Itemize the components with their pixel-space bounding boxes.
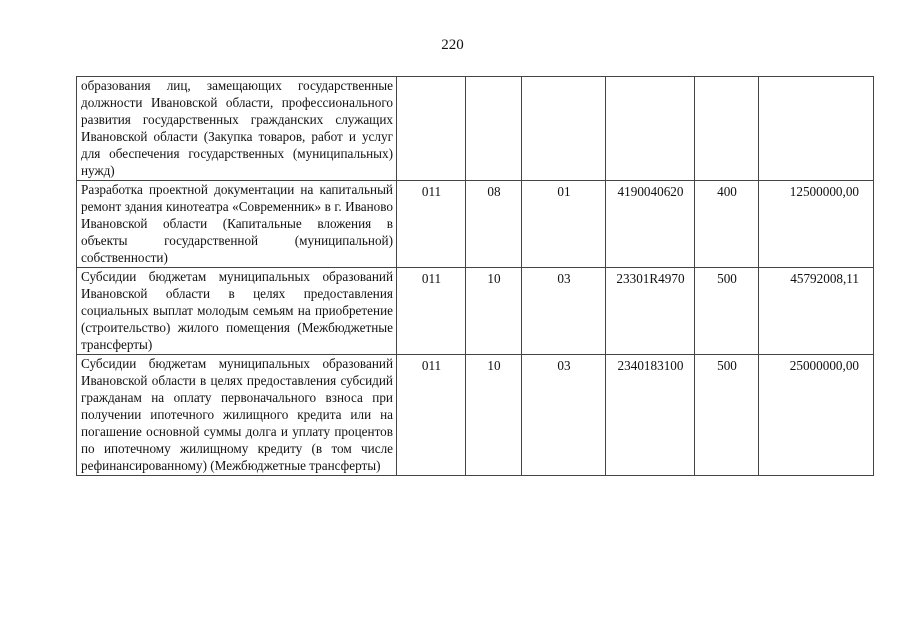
ministry-code: 011 [397, 355, 466, 476]
subsection-code: 03 [522, 268, 606, 355]
subsection-code: 03 [522, 355, 606, 476]
section-code: 10 [466, 355, 522, 476]
row-description: Субсидии бюджетам муниципальных образований Ивановской области в целях предоставления социальных выплат молодым семьям на приобретение (строительство) жилого помещения (Межбюджетные трансферты) [77, 268, 397, 355]
row-description: Разработка проектной документации на капитальный ремонт здания кинотеатра «Современник» в г. Иваново Ивановской области (Капитальные вложения в объекты государственной (муниципальной) собственности) [77, 181, 397, 268]
page-number: 220 [441, 37, 464, 53]
amount-value: 25000000,00 [759, 355, 874, 476]
ministry-code: 011 [397, 181, 466, 268]
ministry-code [397, 77, 466, 181]
amount-value: 12500000,00 [759, 181, 874, 268]
row-description: Субсидии бюджетам муниципальных образований Ивановской области в целях предоставления субсидий гражданам на оплату первоначального взноса при получении ипотечного жилищного кредита или на погашение основной суммы долга и уплату процентов по ипотечному жилищному кредиту (в том числе рефинансированному) (Межбюджетные трансферты) [77, 355, 397, 476]
target-article-code [606, 77, 695, 181]
section-code [466, 77, 522, 181]
budget-table [76, 76, 874, 476]
target-article-code: 2340183100 [606, 355, 695, 476]
amount-value: 45792008,11 [759, 268, 874, 355]
expense-type-code [695, 77, 759, 181]
target-article-code: 4190040620 [606, 181, 695, 268]
row-description: образования лиц, замещающих государственные должности Ивановской области, профессионального развития государственных гражданских служащих Ивановской области (Закупка товаров, работ и услуг для обеспечения государственных (муниципальных) нужд) [77, 77, 397, 181]
amount-value [759, 77, 874, 181]
table-row [77, 77, 874, 181]
target-article-code: 23301R4970 [606, 268, 695, 355]
ministry-code: 011 [397, 268, 466, 355]
table-row [77, 268, 874, 355]
table-row [77, 355, 874, 476]
section-code: 08 [466, 181, 522, 268]
section-code: 10 [466, 268, 522, 355]
table-row [77, 181, 874, 268]
expense-type-code: 400 [695, 181, 759, 268]
expense-type-code: 500 [695, 268, 759, 355]
subsection-code: 01 [522, 181, 606, 268]
expense-type-code: 500 [695, 355, 759, 476]
subsection-code [522, 77, 606, 181]
